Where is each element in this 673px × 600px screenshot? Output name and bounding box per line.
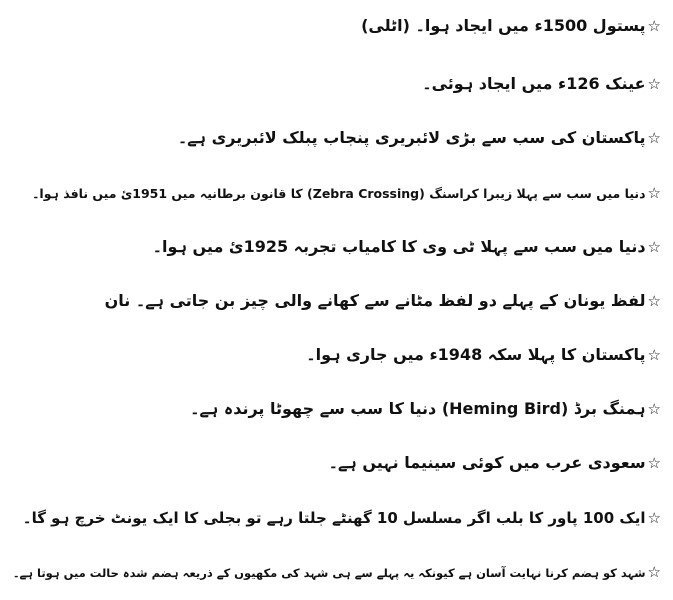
fact-item	[105, 289, 661, 313]
star-icon: ☆	[647, 238, 661, 256]
fact-text: پاکستان کی سب سے بڑی لائبریری پنجاب پبلک لائبریری ہے۔	[177, 128, 646, 147]
star-icon: ☆	[647, 346, 661, 364]
star-icon: ☆	[647, 454, 661, 472]
fact-item	[422, 72, 661, 96]
star-icon: ☆	[647, 292, 661, 310]
star-icon: ☆	[647, 563, 661, 581]
fact-text: پاکستان کا پہلا سکہ 1948ء میں جاری ہوا۔	[306, 345, 646, 364]
fact-item	[32, 181, 661, 205]
star-icon: ☆	[647, 75, 661, 93]
fact-text: عینک 126ء میں ایجاد ہوئی۔	[422, 74, 646, 93]
fact-text: ایک 100 پاور کا بلب اگر مسلسل 10 گھنٹے جلتا رہے تو بجلی کا ایک یونٹ خرچ ہو گا۔	[22, 509, 646, 527]
fact-item	[153, 235, 661, 259]
fact-text: ہمنگ برڈ (Heming Bird) دنیا کا سب سے چھوٹا پرندہ ہے۔	[190, 399, 646, 418]
fact-text: لفظ یونان کے پہلے دو لفظ مٹانے سے کھانے والی چیز بن جاتی ہے۔ نان	[104, 291, 646, 310]
star-icon: ☆	[647, 400, 661, 418]
star-icon: ☆	[647, 184, 661, 202]
star-icon: ☆	[647, 129, 661, 147]
fact-item	[306, 343, 661, 367]
fact-item	[190, 397, 661, 421]
fact-item	[361, 14, 661, 38]
fact-text: سعودی عرب میں کوئی سینیما نہیں ہے۔	[328, 453, 646, 472]
fact-text: دنیا میں سب سے پہلا زیبرا کراسنگ (Zebra Crossing) کا قانون برطانیہ میں 1951ئ میں نافذ ہوا۔	[32, 186, 646, 201]
star-icon: ☆	[647, 17, 661, 35]
fact-text: دنیا میں سب سے پہلا ٹی وی کا کامیاب تجربہ 1925ئ میں ہوا۔	[152, 237, 646, 256]
fact-item	[23, 506, 661, 530]
fact-text: پستول 1500ء میں ایجاد ہوا۔ (اٹلی)	[361, 16, 646, 35]
fact-item	[329, 451, 661, 475]
star-icon: ☆	[647, 509, 661, 527]
fact-item	[13, 560, 661, 584]
fact-text: شہد کو ہضم کرنا نہایت آسان ہے کیونکہ یہ پہلے سے ہی شہد کی مکھیوں کے ذریعہ ہضم شدہ حالت میں ہوتا ہے۔	[12, 566, 646, 580]
fact-item	[178, 126, 661, 150]
